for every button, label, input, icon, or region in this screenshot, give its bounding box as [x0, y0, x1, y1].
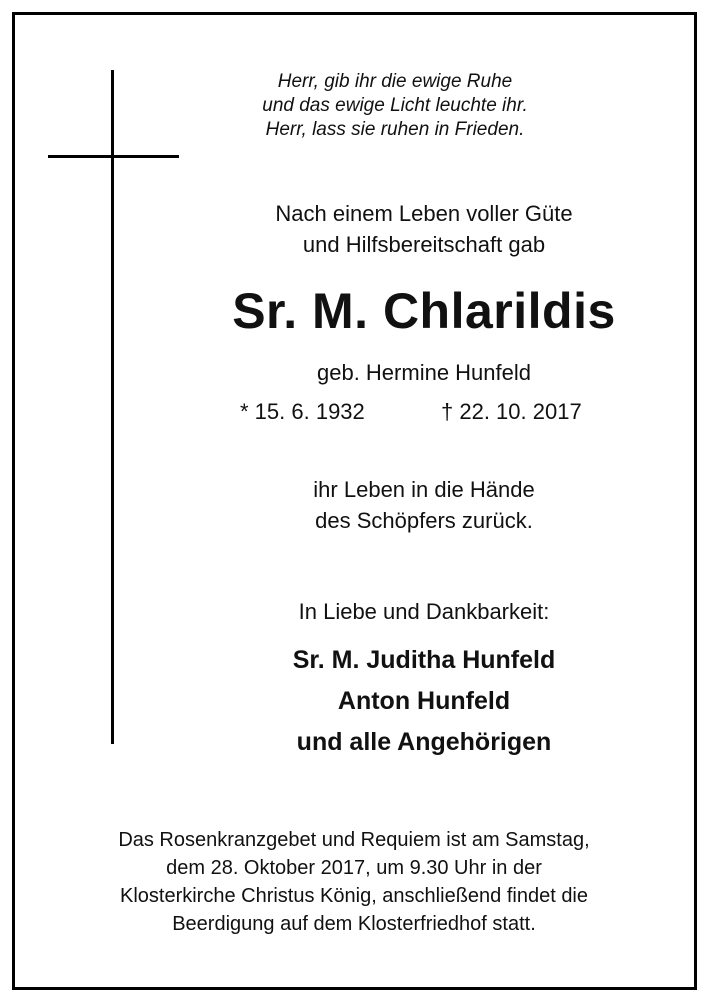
outro-line-2: des Schöpfers zurück.	[315, 508, 533, 533]
cross-vertical-bar	[111, 70, 114, 744]
verse-line-1: Herr, gib ihr die ewige Ruhe	[277, 71, 513, 92]
intro-line-1: Nach einem Leben voller Güte	[275, 201, 573, 226]
outro-line-1: ihr Leben in die Hände	[313, 477, 535, 502]
mourners-intro: In Liebe und Dankbarkeit:	[298, 599, 550, 624]
verse-line-2: und das ewige Licht leuchte ihr.	[262, 95, 528, 116]
mourner-name: Sr. M. Juditha Hunfeld	[292, 646, 556, 674]
intro-line-2: und Hilfsbereitschaft gab	[302, 232, 546, 257]
service-info-line-1: Das Rosenkranzgebet und Requiem ist am Samstag,	[118, 829, 590, 851]
birth-date: * 15. 6. 1932	[240, 399, 365, 424]
deceased-name: Sr. M. Chlarildis	[232, 283, 616, 339]
death-date: † 22. 10. 2017	[441, 399, 582, 424]
service-info-line-2: dem 28. Oktober 2017, um 9.30 Uhr in der	[166, 857, 542, 879]
verse-line-3: Herr, lass sie ruhen in Frieden.	[265, 119, 525, 140]
cross-horizontal-bar	[48, 155, 179, 158]
service-info-line-3: Klosterkirche Christus König, anschließend findet die	[119, 885, 589, 907]
service-info-line-4: Beerdigung auf dem Klosterfriedhof statt.	[172, 913, 536, 935]
mourner-name: und alle Angehörigen	[296, 728, 552, 756]
birth-name: geb. Hermine Hunfeld	[316, 360, 531, 385]
mourner-name: Anton Hunfeld	[337, 687, 511, 715]
